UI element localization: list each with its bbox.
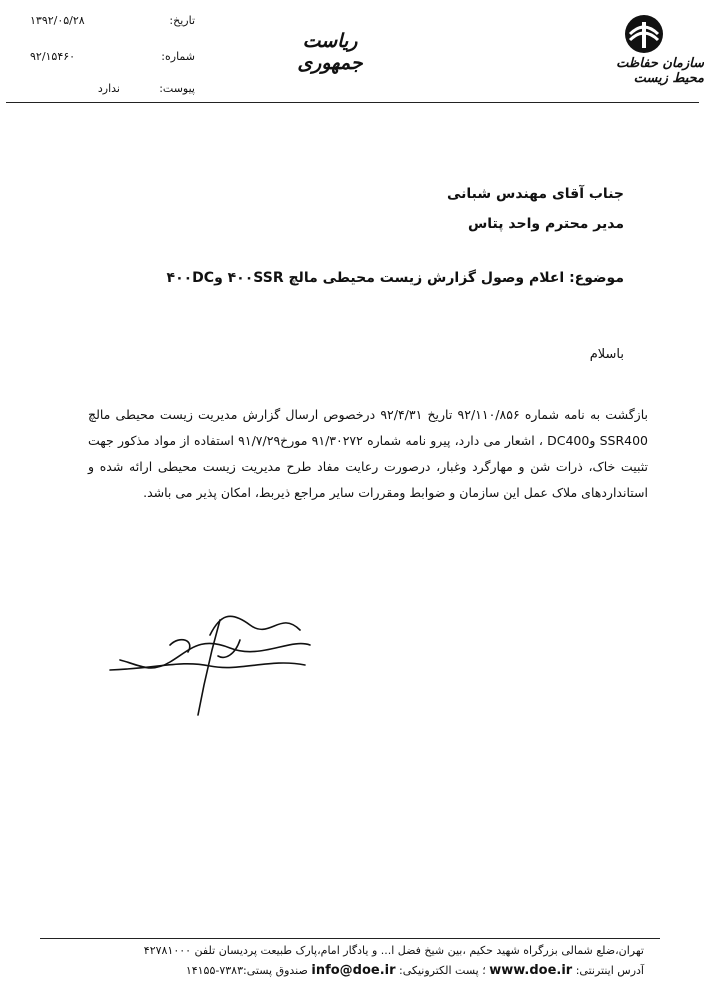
email-label: ؛ پست الکترونیکی: — [399, 964, 486, 977]
number-value: ۹۲/۱۵۴۶۰ — [30, 50, 76, 63]
handwritten-signature — [100, 590, 330, 720]
presidency-title: ریاست جمهوری — [297, 30, 363, 74]
letter-subject: موضوع: اعلام وصول گزارش زیست محیطی مالچ ۴۰۰SSR و۴۰۰DC — [166, 270, 624, 286]
website-link[interactable]: www.doe.ir — [489, 963, 573, 978]
date-value: ۱۳۹۲/۰۵/۲۸ — [30, 14, 85, 27]
attachment-value: ندارد — [97, 82, 120, 95]
greeting: باسلام — [589, 347, 624, 362]
addressee-name: جناب آقای مهندس شبانی — [447, 186, 624, 202]
email-link[interactable]: info@doe.ir — [311, 963, 396, 978]
attachment-label: پیوست: — [159, 82, 195, 95]
number-label: شماره: — [161, 50, 195, 63]
footer-address: تهران،ضلع شمالی بزرگراه شهید حکیم ،بین شیخ فضل ا... و یادگار امام،پارک طبیعت پردیسان تلفن ۴۲۷۸۱۰۰۰ — [143, 944, 644, 957]
date-label: تاریخ: — [169, 14, 195, 27]
header-divider — [6, 102, 699, 103]
letter-body: بازگشت به نامه شماره ۹۲/۱۱۰/۸۵۶ تاریخ ۹۲/۴/۳۱ درخصوص ارسال گزارش مدیریت زیست محیطی مالچ SSR400 وDC400 ، اشعار می دارد، پیرو نامه شماره ۹۱/۳۰۲۷۲ مورخ۹۱/۷/۲۹ استفاده از مواد مذکور جهت تثبیت خاک، ذرات شن و مهارگرد وغبار، درصورت رعایت مفاد طرح مدیریت زیست محیطی ارائه شده و استانداردهای ملاک عمل این سازمان و ضوابط ومقررات سایر مراجع ذیربط، امکان پذیر می باشد. — [88, 407, 649, 500]
addressee-title: مدیر محترم واحد پتاس — [467, 216, 624, 232]
po-box: صندوق پستی:۷۳۸۳-۱۴۱۵۵ — [185, 964, 308, 977]
doe-logo-icon — [624, 14, 664, 54]
footer-contact — [186, 963, 644, 978]
website-label: آدرس اینترنتی: — [575, 964, 644, 977]
footer-divider — [40, 938, 660, 939]
organization-name: سازمان حفاظت محیط زیست — [616, 56, 704, 86]
